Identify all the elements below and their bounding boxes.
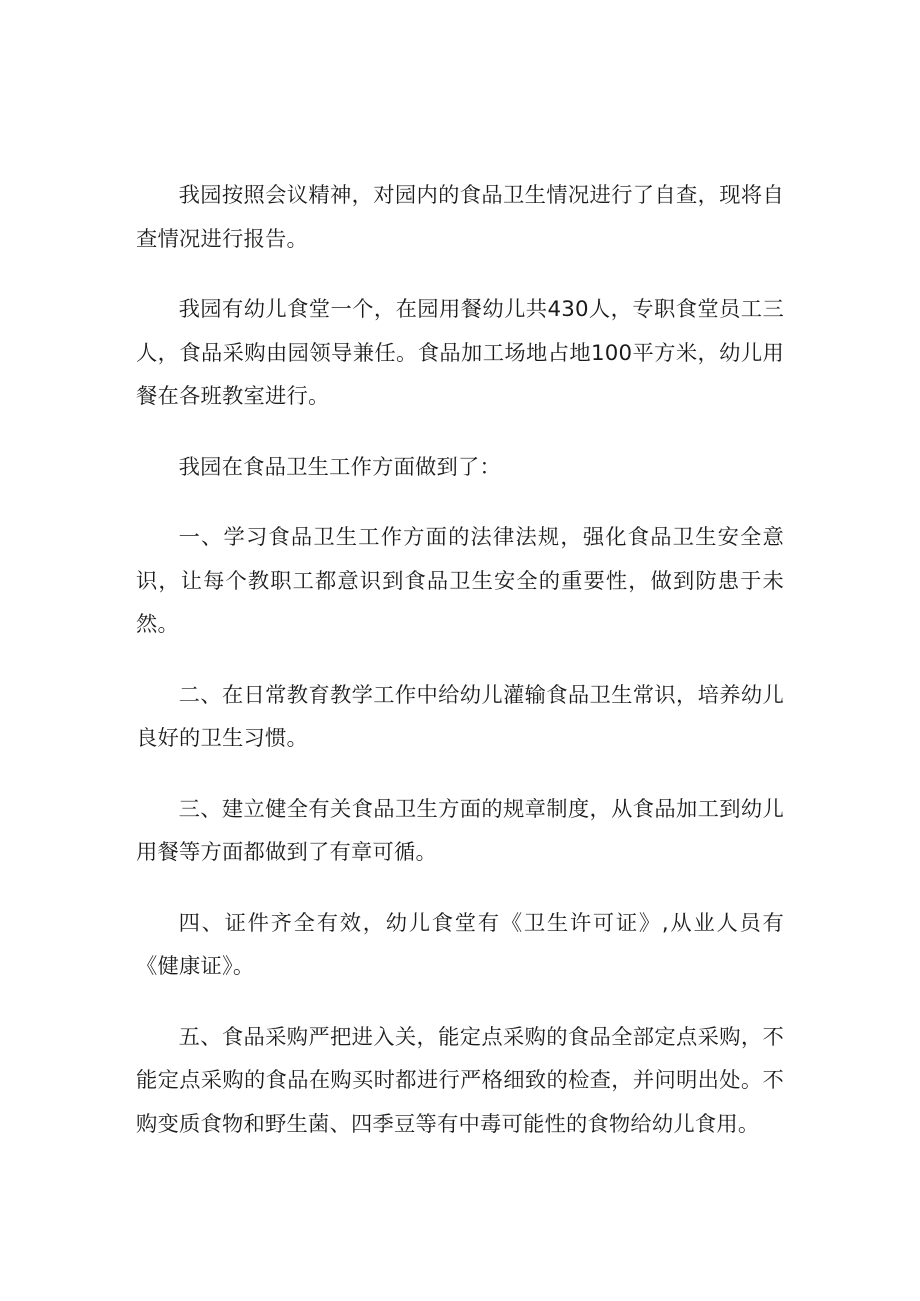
paragraph-item-2: 二、在日常教育教学工作中给幼儿灌输食品卫生常识，培养幼儿良好的卫生习惯。 <box>136 682 784 751</box>
paragraph-item-5: 五、食品采购严把进入关，能定点采购的食品全部定点采购，不能定点采购的食品在购买时都进行严格细致的检查，并问明出处。不购变质食物和野生菌、四季豆等有中毒可能性的食物给幼儿食用。 <box>136 1024 784 1137</box>
paragraph-item-1: 一、学习食品卫生工作方面的法律法规，强化食品卫生安全意识，让每个教职工都意识到食品卫生安全的重要性，做到防患于未然。 <box>136 525 784 637</box>
paragraph-item-4: 四、证件齐全有效，幼儿食堂有《卫生许可证》,从业人员有《健康证》。 <box>136 910 784 979</box>
paragraph-intro: 我园按照会议精神，对园内的食品卫生情况进行了自查，现将自查情况进行报告。 <box>136 183 784 252</box>
paragraph-achievements-heading: 我园在食品卫生工作方面做到了： <box>178 454 502 480</box>
paragraph-item-3: 三、建立健全有关食品卫生方面的规章制度，从食品加工到幼儿用餐等方面都做到了有章可循。 <box>136 796 784 865</box>
paragraph-canteen-overview: 我园有幼儿食堂一个，在园用餐幼儿共430人，专职食堂员工三人，食品采购由园领导兼任。食品加工场地占地100平方米，幼儿用餐在各班教室进行。 <box>136 297 784 409</box>
document-body <box>136 174 784 1173</box>
